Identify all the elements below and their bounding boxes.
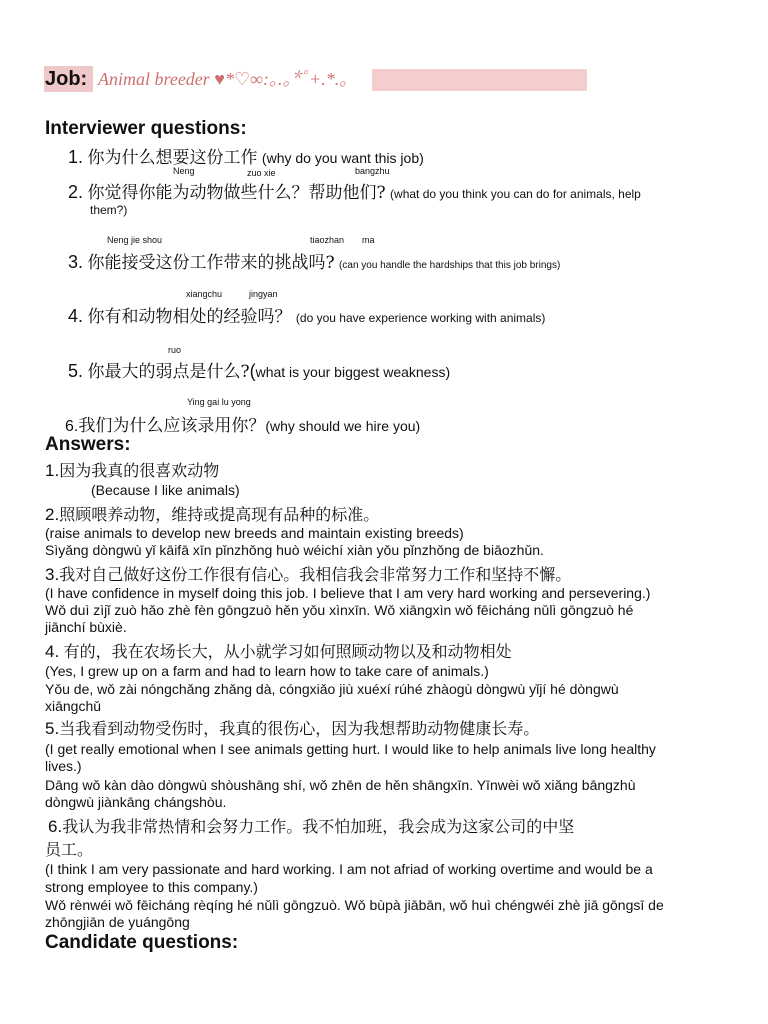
answer-chinese: 我认为我非常热情和会努力工作。我不怕加班，我会成为这家公司的中坚 xyxy=(62,817,575,836)
answer-english: (Yes, I grew up on a farm and had to learn how to take care of animals.) xyxy=(45,663,489,679)
interviewer-heading: Interviewer questions: xyxy=(45,118,247,139)
job-value: Animal breeder ♥*♡∞:｡.｡*ﾟ+.*.｡ xyxy=(98,69,349,89)
answer-pinyin-cont: dòngwù jiànkāng chángshòu. xyxy=(45,794,227,810)
question-english-cont: them?) xyxy=(90,203,128,217)
question-2 xyxy=(68,178,641,203)
answer-5 xyxy=(45,716,539,739)
answer-pinyin: Wǒ duì zìjǐ zuò hǎo zhè fèn gōngzuò hěn yǒu xìnxīn. Wǒ xiāngxìn wǒ fēicháng nǔlì gōngzuò hé xyxy=(45,602,634,618)
answer-english: (I have confidence in myself doing this job. I believe that I am very hard working and persevering.) xyxy=(45,585,651,601)
question-1 xyxy=(68,143,424,168)
answer-pinyin-cont: jiānchí bùxiè. xyxy=(45,619,127,635)
answer-pinyin: Yǒu de, wǒ zài nóngchǎng zhǎng dà, cóngxiǎo jiù xuéxí rúhé zhàogù dòngwù yǐjí hé dòngwù xyxy=(45,681,619,697)
question-chinese: 你有和动物相处的经验吗？ xyxy=(87,307,292,327)
answer-number: 5. xyxy=(45,719,60,738)
question-english: (why should we hire you) xyxy=(265,418,421,434)
pinyin-hint: ma xyxy=(362,235,375,245)
question-5 xyxy=(68,357,450,382)
question-chinese: 你为什么想要这份工作 xyxy=(87,148,258,168)
job-highlight-bar xyxy=(372,69,587,91)
question-3 xyxy=(68,248,560,273)
question-chinese: 你最大的弱点是什么? xyxy=(87,362,250,382)
answer-english: (I think I am very passionate and hard working. I am not afriad of working overtime and would be a xyxy=(45,861,653,877)
pinyin-hint: Neng xyxy=(173,166,195,176)
answer-chinese: 当我看到动物受伤时，我真的很伤心，因为我想帮助动物健康长寿。 xyxy=(59,719,540,738)
question-chinese: 我们为什么应该录用你？ xyxy=(78,416,266,436)
job-label: Job: xyxy=(44,66,93,92)
answers-heading: Answers: xyxy=(45,434,131,455)
question-number: 1. xyxy=(68,147,84,167)
question-english: (can you handle the hardships that this job brings) xyxy=(339,260,561,271)
question-chinese: 你觉得你能为动物做些什么？帮助他们? xyxy=(87,183,386,203)
question-paren: ( xyxy=(249,361,256,381)
pinyin-hint: Ying gai lu yong xyxy=(187,397,251,407)
answer-1 xyxy=(45,458,219,481)
answer-chinese: 我对自己做好这份工作很有信心。我相信我会非常努力工作和坚持不懈。 xyxy=(59,565,572,584)
answer-4 xyxy=(45,639,512,662)
answer-6 xyxy=(48,814,574,837)
answer-english: (raise animals to develop new breeds and maintain existing breeds) xyxy=(45,525,464,541)
question-english: (why do you want this job) xyxy=(261,150,424,166)
answer-number: 2. xyxy=(45,505,60,524)
question-number: 3. xyxy=(68,252,84,272)
pinyin-hint: tiaozhan xyxy=(310,235,345,245)
answer-pinyin-cont: xiāngchǔ xyxy=(45,698,102,714)
pinyin-hint: Neng jie shou xyxy=(107,235,163,245)
pinyin-hint: zuo xie xyxy=(247,168,276,178)
question-english: what is your biggest weakness) xyxy=(255,364,451,380)
answer-number: 3. xyxy=(45,565,60,584)
question-chinese: 你能接受这份工作带来的挑战吗? xyxy=(87,253,335,273)
answer-pinyin: Wǒ rènwéi wǒ fēicháng rèqíng hé nǔlì gōngzuò. Wǒ bùpà jiābān, wǒ huì chéngwéi zhè jiā gōngsī de xyxy=(45,897,664,913)
answer-english-cont: strong employee to this company.) xyxy=(45,879,258,895)
pinyin-hint: ruo xyxy=(168,345,182,355)
answer-number: 1. xyxy=(45,461,60,480)
answer-english: (Because I like animals) xyxy=(91,482,240,498)
pinyin-hint: bangzhu xyxy=(355,166,390,176)
answer-number: 4. xyxy=(45,642,60,661)
question-english: (do you have experience working with animals) xyxy=(295,311,546,325)
answer-chinese: 照顾喂养动物，维持或提高现有品种的标准。 xyxy=(59,505,380,524)
answer-chinese-cont: 员工。 xyxy=(45,840,94,859)
question-english: (what do you think you can do for animals, help xyxy=(390,187,641,201)
question-number: 6. xyxy=(65,418,79,435)
question-6 xyxy=(65,411,420,436)
answer-pinyin-cont: zhōngjiān de yuángōng xyxy=(45,914,190,930)
answer-pinyin: Sìyǎng dòngwù yǐ kāifā xīn pǐnzhǒng huò wéichí xiàn yǒu pǐnzhǒng de biāozhǔn. xyxy=(45,542,544,558)
answer-pinyin: Dāng wǒ kàn dào dòngwù shòushāng shí, wǒ zhēn de hěn shāngxīn. Yīnwèi wǒ xiǎng bāngzhù xyxy=(45,777,636,793)
question-number: 4. xyxy=(68,306,84,326)
answer-english: (I get really emotional when I see animals getting hurt. I would like to help animals live long healthy xyxy=(45,741,656,757)
question-4 xyxy=(68,302,545,327)
answer-3 xyxy=(45,562,571,585)
question-number: 2. xyxy=(68,182,84,202)
pinyin-hint: jingyan xyxy=(249,289,278,299)
answer-2 xyxy=(45,502,379,525)
pinyin-hint: xiangchu xyxy=(186,289,223,299)
answer-chinese: 因为我真的很喜欢动物 xyxy=(59,461,220,480)
answer-chinese: 有的，我在农场长大，从小就学习如何照顾动物以及和动物相处 xyxy=(63,642,512,661)
candidate-heading: Candidate questions: xyxy=(45,932,239,953)
answer-number: 6. xyxy=(48,817,63,836)
answer-english-cont: lives.) xyxy=(45,758,82,774)
question-number: 5. xyxy=(68,361,84,381)
